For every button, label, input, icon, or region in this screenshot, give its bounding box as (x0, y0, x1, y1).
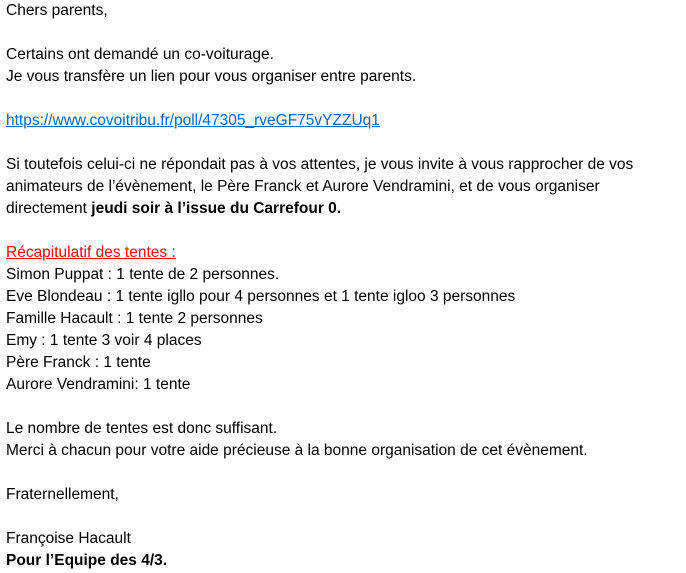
paragraph-line-3 (6, 198, 682, 220)
spacer (6, 396, 682, 418)
spacer (6, 88, 682, 110)
tents-heading-line (6, 242, 682, 264)
link-line (6, 110, 682, 132)
signature-team: Pour l’Equipe des 4/3. (6, 552, 168, 569)
tent-item: Emy : 1 tente 3 voir 4 places (6, 332, 202, 349)
spacer (6, 462, 682, 484)
paragraph-line-3-prefix: directement (6, 200, 92, 217)
paragraph-line-1: Si toutefois celui-ci ne répondait pas à vos attentes, je vous invite à vous rapprocher de vos (6, 156, 634, 173)
spacer (6, 22, 682, 44)
closing: Fraternellement, (6, 486, 119, 503)
paragraph-line-2: animateurs de l’évènement, le Père Franck et Aurore Vendramini, et de vous organiser (6, 178, 600, 195)
paragraph-line-3-bold: jeudi soir à l’issue du Carrefour 0. (91, 200, 342, 217)
tent-item: Eve Blondeau : 1 tente igllo pour 4 personnes et 1 tente igloo 3 personnes (6, 288, 516, 305)
spacer (6, 506, 682, 528)
greeting: Chers parents, (6, 2, 108, 19)
signature-name: Françoise Hacault (6, 530, 131, 547)
spacer (6, 220, 682, 242)
conclusion-line-1: Le nombre de tentes est donc suffisant. (6, 420, 278, 437)
intro-line-2: Je vous transfère un lien pour vous organiser entre parents. (6, 68, 417, 85)
spacer (6, 132, 682, 154)
tent-item: Père Franck : 1 tente (6, 354, 151, 371)
intro-line-1: Certains ont demandé un co-voiturage. (6, 46, 274, 63)
signature-team-line (6, 550, 682, 572)
tents-heading: Récapitulatif des tentes : (6, 244, 176, 261)
covoiturage-link[interactable]: https://www.covoitribu.fr/poll/47305_rveGF75vYZZUq1 (6, 112, 380, 129)
conclusion-line-2: Merci à chacun pour votre aide précieuse à la bonne organisation de cet évènement. (6, 442, 588, 459)
tent-item: Famille Hacault : 1 tente 2 personnes (6, 310, 263, 327)
tent-item: Simon Puppat : 1 tente de 2 personnes. (6, 266, 280, 283)
tent-item: Aurore Vendramini: 1 tente (6, 376, 191, 393)
email-body (6, 0, 682, 572)
